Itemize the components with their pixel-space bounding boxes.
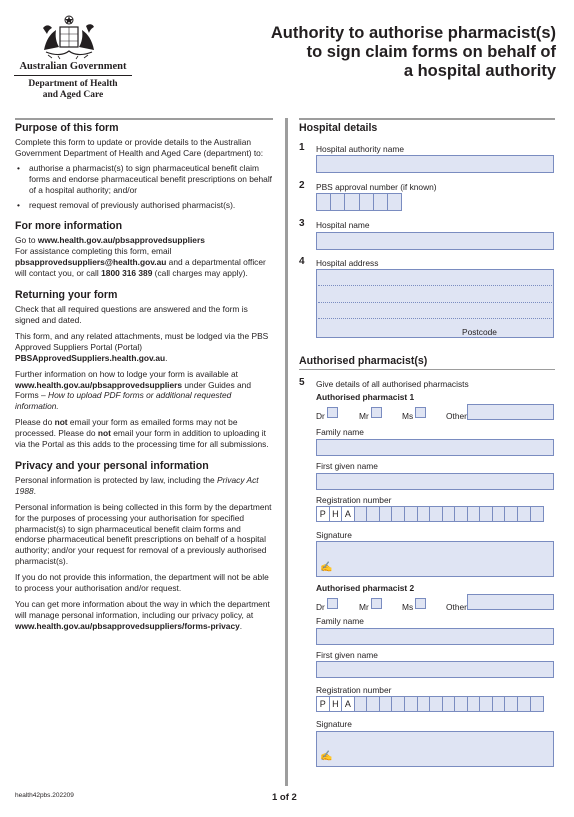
pharmacist-1-family-name-field[interactable] bbox=[316, 439, 554, 456]
purpose-section bbox=[15, 118, 273, 210]
column-divider bbox=[285, 118, 288, 786]
privacy-link[interactable]: www.health.gov.au/pbsapprovedsuppliers/forms-privacy bbox=[15, 620, 240, 631]
postcode-label: Postcode bbox=[462, 327, 497, 337]
ms-checkbox[interactable] bbox=[415, 598, 426, 609]
hospital-details-heading: Hospital details bbox=[299, 122, 378, 134]
hospital-name-label: Hospital name bbox=[316, 220, 370, 230]
signature-icon: ✍ bbox=[320, 751, 333, 762]
more-info-heading: For more information bbox=[15, 220, 123, 233]
first-name-label: First given name bbox=[316, 650, 378, 660]
privacy-heading: Privacy and your personal information bbox=[15, 459, 209, 472]
pbs-approval-number-label: PBS approval number (if known) bbox=[316, 182, 437, 192]
other-label: Other bbox=[446, 411, 467, 421]
other-title-field[interactable] bbox=[467, 594, 554, 610]
privacy-section: Privacy and your personal information Personal information is protected by law, including the Privacy Act 1988. Personal information is being collected in this form by the department for the purposes of processing your authorisation for specified pharmacist(s) to sign pharmaceutical benefit claim forms and endorse pharmaceutical benefit prescriptions on behalf of a hospital authority; and/or your request for removal of a previously authorised pharmacist(s). If you do not provide this information, the department will not be able to process your authorisation and/or request. You can get more information about the way in which the department will manage personal information, including our privacy policy, at www.health.gov.au/pbsapprovedsuppliers/forms-privacy. bbox=[15, 459, 272, 631]
returning-section: Returning your form Check that all required questions are answered and the form is signed and dated. This form, and any related attachments, must be lodged via the PBS Approved Suppliers Portal (Portal) PBSApprovedSuppliers.health.gov.au. Further information on how to lodge your form is available at www.health.gov.au/pbsapprovedsuppliers under Guides and Forms – How to upload PDF forms or additional requested information. Please do not email your form as emailed forms may not be processed. Please do not email your form in addition to uploading it via the Portal as this adds to the processing time for all submissions. bbox=[15, 289, 273, 450]
registration-number-label: Registration number bbox=[316, 495, 392, 505]
authorised-pharmacists-heading: Authorised pharmacist(s) bbox=[299, 355, 428, 367]
family-name-label: Family name bbox=[316, 427, 364, 437]
pharmacist-1-signature-field[interactable] bbox=[316, 541, 554, 577]
ms-label: Ms bbox=[402, 602, 414, 612]
pharmacist-1-registration-field[interactable]: P H A bbox=[316, 506, 544, 522]
question-number: 5 bbox=[299, 377, 305, 388]
pharmacist-1-heading: Authorised pharmacist 1 bbox=[316, 392, 415, 402]
first-name-label: First given name bbox=[316, 461, 378, 471]
list-item: • authorise a pharmacist(s) to sign pharmaceutical benefit claim forms and endorse pharmaceutical benefit prescriptions on behalf of a hospital authority; and/or bbox=[15, 163, 273, 196]
hospital-name-field[interactable] bbox=[316, 232, 554, 250]
hospital-authority-name-label: Hospital authority name bbox=[316, 144, 404, 154]
registration-number-label: Registration number bbox=[316, 685, 392, 695]
other-label: Other bbox=[446, 602, 467, 612]
signature-label: Signature bbox=[316, 530, 352, 540]
pbs-approval-number-field[interactable] bbox=[316, 193, 402, 211]
dr-checkbox[interactable] bbox=[327, 598, 338, 609]
other-title-field[interactable] bbox=[467, 404, 554, 420]
page-number: 1 of 2 bbox=[272, 792, 297, 803]
form-title: Authority to authorise pharmacist(s) to sign claim forms on behalf of a hospital authority bbox=[270, 24, 556, 80]
department-name: Department of Health and Aged Care bbox=[28, 79, 118, 100]
purpose-intro: Complete this form to update or provide details to the Australian Government Department of Health and Aged Care (department) to: bbox=[15, 137, 264, 158]
mr-checkbox[interactable] bbox=[371, 407, 382, 418]
header-divider bbox=[14, 75, 132, 76]
hospital-address-label: Hospital address bbox=[316, 258, 379, 268]
email-link[interactable]: pbsapprovedsuppliers@health.gov.au bbox=[15, 257, 167, 268]
hospital-authority-name-field[interactable] bbox=[316, 155, 554, 173]
mr-label: Mr bbox=[359, 602, 369, 612]
portal-link[interactable]: PBSApprovedSuppliers.health.gov.au bbox=[15, 352, 166, 363]
question-number: 2 bbox=[299, 180, 305, 191]
mr-label: Mr bbox=[359, 411, 369, 421]
hospital-address-field[interactable] bbox=[316, 269, 554, 338]
dr-checkbox[interactable] bbox=[327, 407, 338, 418]
address-line bbox=[318, 285, 552, 286]
address-line bbox=[318, 302, 552, 303]
pharmacist-2-heading: Authorised pharmacist 2 bbox=[316, 583, 415, 593]
purpose-heading: Purpose of this form bbox=[15, 122, 119, 134]
information-column bbox=[15, 118, 273, 642]
ms-checkbox[interactable] bbox=[415, 407, 426, 418]
section-rule bbox=[299, 369, 555, 370]
question-number: 4 bbox=[299, 256, 305, 267]
pharmacist-2-family-name-field[interactable] bbox=[316, 628, 554, 645]
government-name: Australian Government bbox=[19, 61, 127, 72]
pharmacist-2-first-name-field[interactable] bbox=[316, 661, 554, 678]
dr-label: Dr bbox=[316, 602, 325, 612]
guides-link[interactable]: www.health.gov.au/pbsapprovedsuppliers bbox=[15, 379, 183, 390]
mr-checkbox[interactable] bbox=[371, 598, 382, 609]
list-item: • request removal of previously authorised pharmacist(s). bbox=[15, 200, 273, 211]
more-info-text: Go to www.health.gov.au/pbsapprovedsuppliers For assistance completing this form, email pbsapprovedsuppliers@health.gov.au and a departmental officer will contact you, or call 1800 316 389 (call charges may apply). bbox=[15, 235, 266, 279]
signature-label: Signature bbox=[316, 719, 352, 729]
form-code: health42pbs.202209 bbox=[15, 792, 74, 799]
pharmacist-2-signature-field[interactable] bbox=[316, 731, 554, 767]
address-line bbox=[318, 318, 552, 319]
more-info-section bbox=[15, 220, 273, 279]
returning-heading: Returning your form bbox=[15, 289, 118, 302]
signature-icon: ✍ bbox=[320, 562, 333, 573]
ms-label: Ms bbox=[402, 411, 414, 421]
header bbox=[0, 0, 574, 112]
pharmacists-instruction: Give details of all authorised pharmacists bbox=[316, 379, 469, 389]
family-name-label: Family name bbox=[316, 616, 364, 626]
pharmacist-2-registration-field[interactable]: P H A bbox=[316, 696, 544, 712]
purpose-list bbox=[15, 163, 273, 211]
pharmacist-1-first-name-field[interactable] bbox=[316, 473, 554, 490]
suppliers-link[interactable]: www.health.gov.au/pbsapprovedsuppliers bbox=[37, 235, 205, 246]
question-number: 3 bbox=[299, 218, 305, 229]
phone-number: 1800 316 389 bbox=[101, 268, 153, 279]
question-number: 1 bbox=[299, 142, 305, 153]
dr-label: Dr bbox=[316, 411, 325, 421]
right-column-top-rule bbox=[299, 118, 555, 120]
coat-of-arms-icon bbox=[38, 14, 100, 60]
